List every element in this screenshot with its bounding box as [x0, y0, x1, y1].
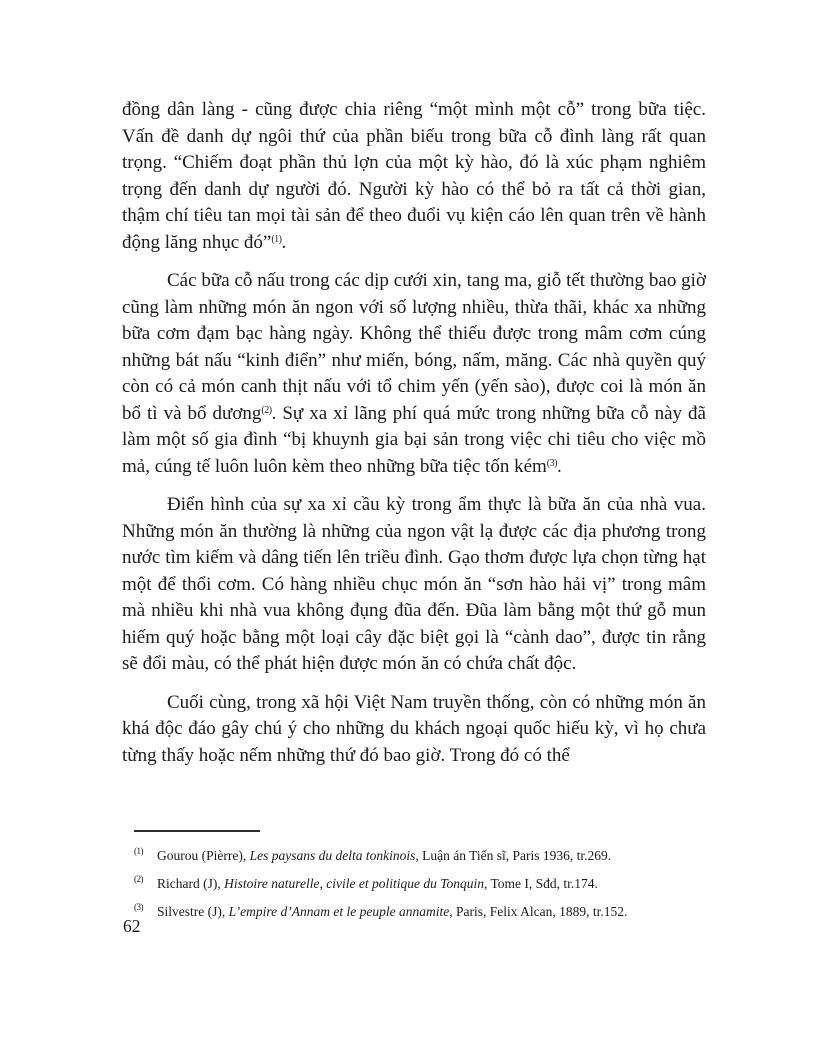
footnote-ref-3: (3): [546, 457, 557, 469]
page-body: [122, 97, 706, 769]
footnote-item-3: [134, 898, 706, 926]
body-paragraph: [122, 97, 706, 256]
body-paragraph: [122, 690, 706, 770]
paragraph-text: đồng dân làng - cũng được chia riêng “một mình một cỗ” trong bữa tiệc. Vấn đề danh dự ngôi thứ của phần biếu trong bữa cỗ đình làng rất quan trọng. “Chiếm đoạt phần thủ lợn của một kỳ hào, đó là xúc phạm nghiêm trọng đến danh dự người đó. Người kỳ hào có thể bỏ ra tất cả thời gian, thậm chí tiêu tan mọi tài sản để theo đuổi vụ kiện cáo lên quan trên về hành động lăng nhục đó”: [122, 99, 706, 253]
footnote-ref-2: (2): [261, 404, 272, 416]
footnote-text: , Paris, Felix Alcan, 1889, tr.152.: [449, 904, 628, 919]
paragraph-text: Điển hình của sự xa xỉ cầu kỳ trong ẩm thực là bữa ăn của nhà vua. Những món ăn thường là những của ngon vật lạ được các địa phương trong nước tìm kiếm và dâng tiến lên triều đình. Gạo thơm được lựa chọn từng hạt một để thổi cơm. Có hàng nhiều chục món ăn “sơn hào hải vị” trong mâm mà nhiều khi nhà vua không đụng đũa đến. Đũa làm bằng một thứ gỗ mun hiếm quý hoặc bằng một loại cây đặc biệt gọi là “cành dao”, được tin rằng sẽ đổi màu, có thể phát hiện được món ăn có chứa chất độc.: [122, 494, 706, 674]
paragraph-text: Cuối cùng, trong xã hội Việt Nam truyền thống, còn có những món ăn khá độc đáo gây chú ý cho những du khách ngoại quốc hiếu kỳ, vì họ chưa từng thấy hoặc nếm những thứ đó bao giờ. Trong đó có thể: [122, 691, 706, 766]
paragraph-text: Các bữa cỗ nấu trong các dịp cưới xin, tang ma, giỗ tết thường bao giờ cũng làm những món ăn ngon với số lượng nhiều, thừa thãi, khác xa những bữa cơm đạm bạc hàng ngày. Không thể thiếu được trong mâm cơm cúng những bát nấu “kinh điển” như miến, bóng, nấm, măng. Các nhà quyền quý còn có cả món canh thịt nấu với tổ chim yến (yến sào), được coi là món ăn bổ tì và bổ dương: [122, 270, 706, 424]
footnote-marker: (1): [134, 846, 143, 856]
body-paragraph: [122, 492, 706, 678]
footnote-text: Gourou (Pièrre),: [157, 848, 250, 863]
footnote-marker: (2): [134, 874, 143, 884]
paragraph-text: .: [281, 231, 287, 253]
footnote-book-title: L’empire d’Annam et le peuple annamite: [228, 904, 450, 919]
footnote-text: Silvestre (J),: [157, 904, 229, 919]
footnote-book-title: Les paysans du delta tonkinois: [249, 848, 416, 863]
footnote-text: , Luận án Tiến sĩ, Paris 1936, tr.269.: [415, 848, 612, 863]
footnote-book-title: Histoire naturelle, civile et politique du Tonquin: [224, 876, 484, 891]
footnote-ref-1: (1): [271, 233, 282, 245]
footnote-item-1: [134, 842, 706, 870]
footnotes-section: [122, 830, 706, 926]
footnote-item-2: [134, 870, 706, 898]
page-number: 62: [123, 916, 141, 936]
footnote-text: Richard (J),: [157, 876, 225, 891]
paragraph-text: .: [556, 455, 562, 477]
footnote-marker: (3): [134, 902, 143, 912]
paragraph-text: . Sự xa xỉ lãng phí quá mức trong những bữa cỗ này đã làm một số gia đình “bị khuynh gia bại sản trong việc chi tiêu cho việc mồ mả, cúng tế luôn luôn kèm theo những bữa tiệc tốn kém: [122, 402, 706, 477]
body-paragraph: [122, 268, 706, 480]
footnote-divider-rule: [134, 830, 260, 832]
footnote-text: , Tome I, Sđd, tr.174.: [483, 876, 598, 891]
